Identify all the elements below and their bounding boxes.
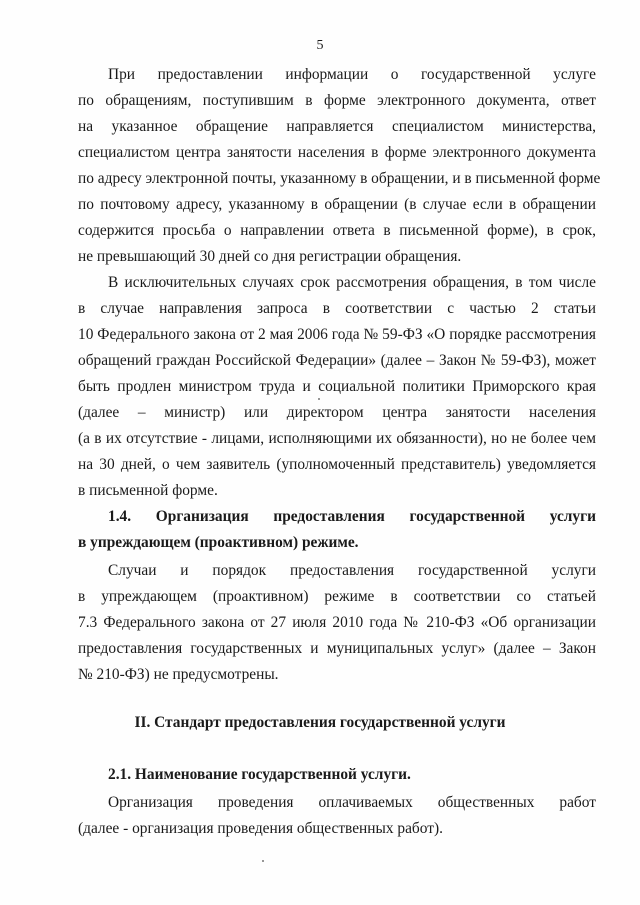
section-heading: в упреждающем (проактивном) режиме.	[78, 534, 359, 551]
paragraph-line: специалистом центра занятости населения в форме электронного документа	[78, 144, 596, 161]
paragraph-line: на указанное обращение направляется специалистом министерства,	[78, 118, 596, 135]
paragraph-line: При предоставлении информации о государственной услуге	[108, 66, 596, 83]
paragraph-line: быть продлен министром труда и социальной политики Приморского края	[78, 378, 596, 395]
paragraph-line: по почтовому адресу, указанному в обращении (в случае если в обращении	[78, 196, 596, 213]
chapter-heading: II. Стандарт предоставления государственной услуги	[134, 714, 506, 731]
scan-speck	[262, 860, 264, 862]
paragraph-line: 7.3 Федерального закона от 27 июля 2010 года № 210-ФЗ «Об организации	[78, 614, 596, 631]
paragraph-line: В исключительных случаях срок рассмотрения обращения, в том числе	[108, 274, 596, 291]
paragraph-line: (далее – министр) или директором центра занятости населения	[78, 404, 596, 421]
paragraph-line: предоставления государственных и муниципальных услуг» (далее – Закон	[78, 640, 596, 657]
page-number: 5	[316, 38, 324, 53]
paragraph-line: (а в их отсутствие - лицами, исполняющими их обязанности), но не более чем	[78, 430, 596, 447]
section-heading: 2.1. Наименование государственной услуги.	[108, 766, 411, 783]
paragraph-line: в случае направления запроса в соответствии с частью 2 статьи	[78, 300, 596, 317]
paragraph-line: Случаи и порядок предоставления государственной услуги	[108, 562, 596, 579]
section-heading: 1.4. Организация предоставления государственной услуги	[108, 508, 596, 525]
paragraph-line: по обращениям, поступившим в форме электронного документа, ответ	[78, 92, 596, 109]
paragraph-line: в упреждающем (проактивном) режиме в соответствии со статьей	[78, 588, 596, 605]
paragraph-line: (далее - организация проведения общественных работ).	[78, 820, 443, 837]
paragraph-line: на 30 дней, о чем заявитель (уполномоченный представитель) уведомляется	[78, 456, 596, 473]
paragraph-line: обращений граждан Российской Федерации» (далее – Закон № 59-ФЗ), может	[78, 352, 596, 369]
scan-speck	[318, 398, 320, 400]
paragraph-line: № 210-ФЗ) не предусмотрены.	[78, 666, 279, 683]
paragraph-line: в письменной форме.	[78, 482, 218, 499]
paragraph-line: Организация проведения оплачиваемых общественных работ	[108, 794, 596, 811]
paragraph-line: содержится просьба о направлении ответа в письменной форме), в срок,	[78, 222, 596, 239]
paragraph-line: по адресу электронной почты, указанному в обращении, и в письменной форме	[78, 170, 601, 187]
paragraph-line: не превышающий 30 дней со дня регистрации обращения.	[78, 248, 462, 265]
paragraph-line: 10 Федерального закона от 2 мая 2006 года № 59-ФЗ «О порядке рассмотрения	[78, 326, 596, 343]
